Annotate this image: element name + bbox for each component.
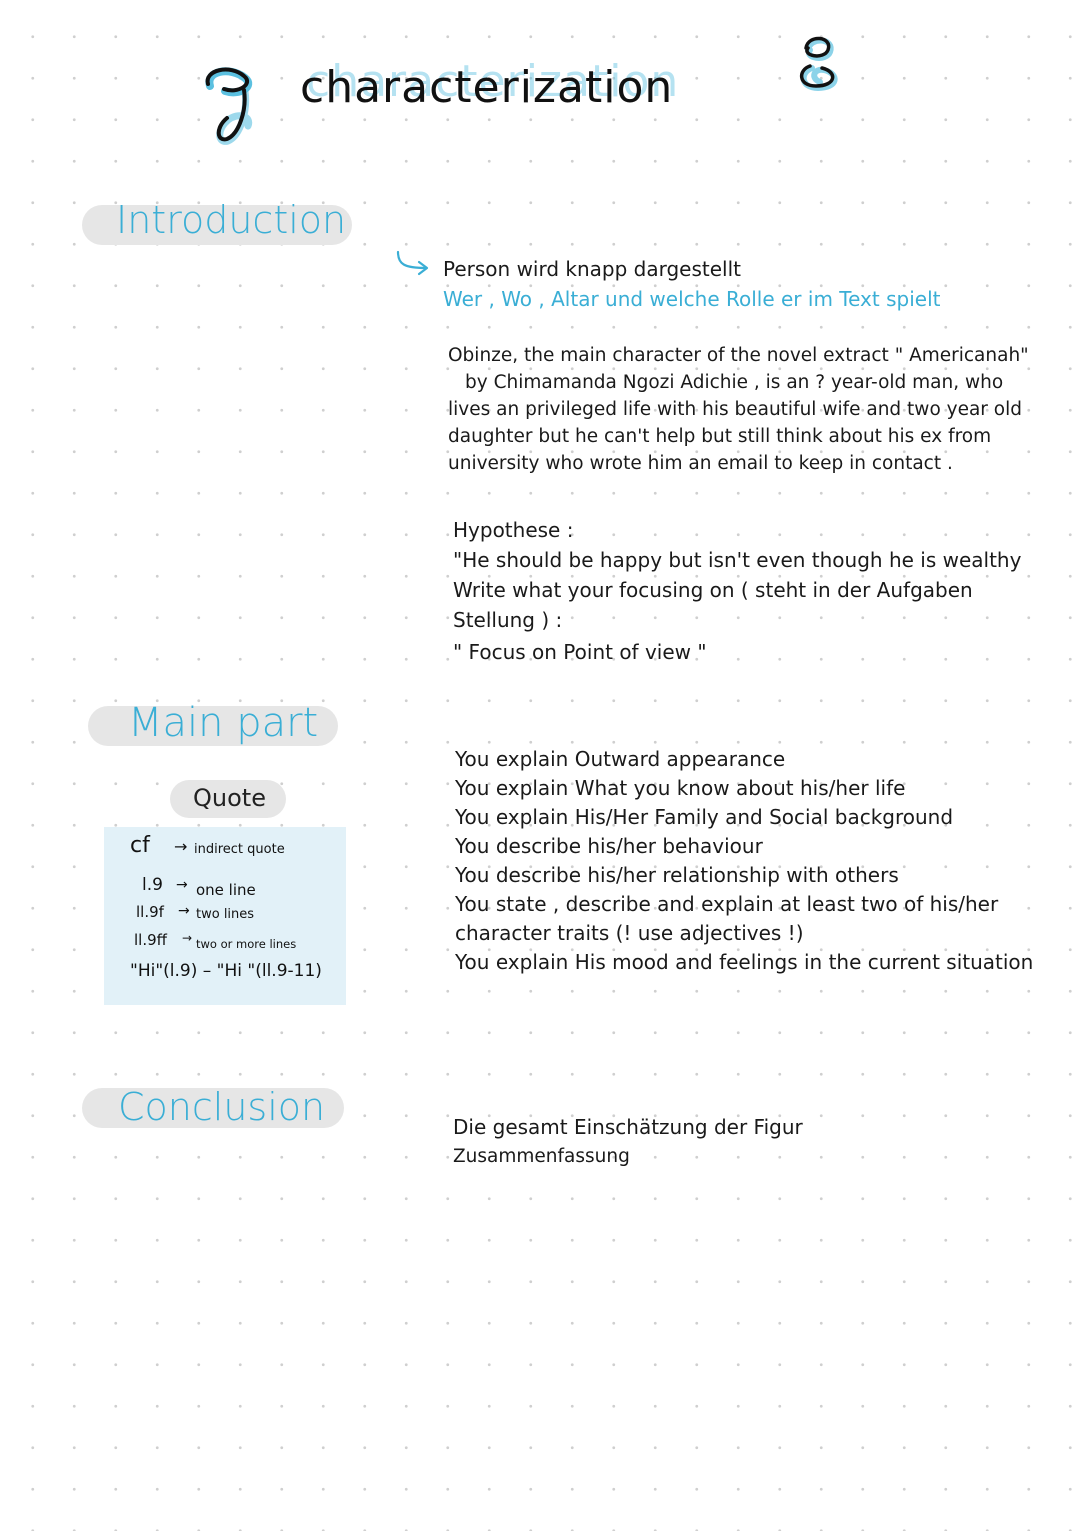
cf-description: indirect quote <box>194 842 285 857</box>
hypothesis-line: Hypothese : <box>453 518 574 542</box>
intro-example-line: by Chimamanda Ngozi Adichie , is an ? year-old man, who <box>465 372 1004 393</box>
line3-desc: two or more lines <box>196 937 297 951</box>
swirl-left-icon <box>200 46 270 156</box>
line1-ref: l.9 <box>142 875 163 895</box>
hypothesis-line: " Focus on Point of view " <box>453 640 707 664</box>
arrow-icon: → <box>182 931 193 945</box>
intro-note-line1: Person wird knapp dargestellt <box>443 257 742 281</box>
main-part-heading: Main part <box>128 700 319 746</box>
main-note-line: You explain His/Her Family and Social background <box>455 805 954 829</box>
conclusion-note-line: Zusammenfassung <box>453 1146 630 1167</box>
main-note-line: You state , describe and explain at least two of his/her <box>455 892 999 916</box>
hypothesis-line: "He should be happy but isn't even though he is wealthy <box>453 548 1022 572</box>
main-note-line: You explain What you know about his/her life <box>455 776 906 800</box>
main-note-line: You describe his/her relationship with others <box>455 863 899 887</box>
intro-example-line: university who wrote him an email to keep in contact . <box>448 453 953 474</box>
hook-arrow-icon <box>392 250 432 276</box>
arrow-icon: → <box>178 903 190 919</box>
intro-example-line: Obinze, the main character of the novel extract " Americanah" <box>448 345 1029 366</box>
introduction-heading: Introduction <box>116 198 347 242</box>
line2-desc: two lines <box>196 907 255 922</box>
intro-example-line: daughter but he can't help but still think about his ex from <box>448 426 992 447</box>
line3-ref: ll.9ff <box>134 931 167 949</box>
main-note-line: You explain His mood and feelings in the current situation <box>455 950 1034 974</box>
hypothesis-line: Stellung ) : <box>453 608 563 632</box>
arrow-icon: → <box>176 877 188 893</box>
intro-note-line2: Wer , Wo , Altar und welche Rolle er im Text spielt <box>443 287 941 311</box>
main-note-line: You describe his/her behaviour <box>455 834 763 858</box>
intro-example-line: lives an privileged life with his beautiful wife and two year old <box>448 399 1022 420</box>
line2-ref: ll.9f <box>136 903 164 921</box>
quote-example: "Hi"(l.9) – "Hi "(ll.9-11) <box>130 961 322 981</box>
quote-box <box>104 827 346 1005</box>
page-title: characterization <box>300 62 674 113</box>
line1-desc: one line <box>196 881 256 899</box>
hypothesis-line: Write what your focusing on ( steht in der Aufgaben <box>453 578 973 602</box>
conclusion-note-line: Die gesamt Einschätzung der Figur <box>453 1115 803 1139</box>
conclusion-heading: Conclusion <box>118 1085 326 1129</box>
main-note-line: character traits (! use adjectives !) <box>455 921 804 945</box>
main-note-line: You explain Outward appearance <box>455 747 786 771</box>
cf-label: cf <box>130 833 150 858</box>
quote-heading: Quote <box>193 784 266 812</box>
arrow-icon: → <box>174 837 188 856</box>
swirl-right-icon <box>790 28 850 108</box>
title-area <box>200 28 860 148</box>
